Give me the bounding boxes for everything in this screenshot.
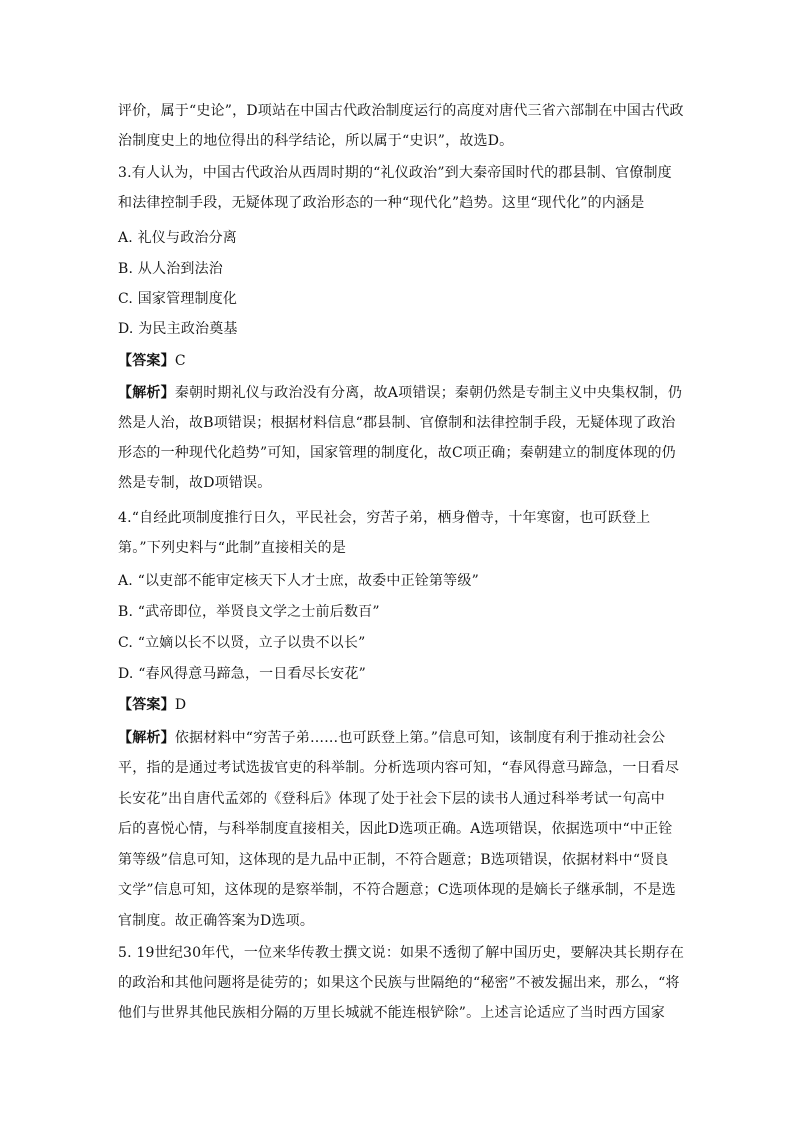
question-4-stem: 第。”下列史料与“此制”直接相关的是 [118,540,347,556]
question-4-option-b: B. “武帝即位，举贤良文学之士前后数百” [118,604,380,620]
analysis-text: 依据材料中“穷苦子弟……也可跃登上第。”信息可知，该制度有利于推动社会公 [174,730,666,746]
answer-value: C [174,353,186,369]
question-4-analysis: 平，指的是通过考试选拔官吏的科举制。分析选项内容可知，“春风得意马蹄急，一日看尽 [118,760,680,776]
analysis-text: 秦朝时期礼仪与政治没有分离，故A项错误；秦朝仍然是专制主义中央集权制，仍 [174,385,683,401]
analysis-label: 【解析】 [118,730,175,746]
question-4-option-d: D. “春风得意马蹄急，一日看尽长安花” [118,666,366,682]
question-3-option-b: B. 从人治到法治 [118,261,223,277]
paragraph-line: 评价，属于“史论”，D项站在中国古代政治制度运行的高度对唐代三省六部制在中国古代政 [118,103,684,119]
question-5-stem: 他们与世界其他民族相分隔的万里长城就不能连根铲除”。上述言论适应了当时西方国家 [118,1005,665,1021]
question-3-answer [118,351,688,371]
analysis-label: 【解析】 [118,385,175,401]
question-4-analysis: 官制度。故正确答案为D选项。 [118,913,315,929]
question-3-option-a: A. 礼仪与政治分离 [118,230,238,246]
question-4-analysis: 文学”信息可知，这体现的是察举制，不符合题意；C选项体现的是嫡长子继承制，不是选 [118,882,676,898]
question-3-option-c: C. 国家管理制度化 [118,291,238,307]
question-3-analysis: 然是人治，故B项错误；根据材料信息“郡县制、官僚制和法律控制手段，无疑体现了政治 [118,415,676,431]
question-3-analysis [118,383,688,403]
question-4-option-c: C. “立嫡以长不以贤，立子以贵不以长” [118,635,366,651]
question-4-analysis: 后的喜悦心情，与科举制度直接相关，因此D选项正确。A选项错误，依据选项中“中正铨 [118,821,673,837]
answer-label: 【答案】 [118,353,175,369]
question-4-stem: 4.“自经此项制度推行日久，平民社会，穷苦子弟，栖身僧寺，十年寒窗，也可跃登上 [118,510,651,526]
question-3-stem: 和法律控制手段，无疑体现了政治形态的一种“现代化”趋势。这里“现代化”的内涵是 [118,195,645,211]
question-4-option-a: A. “以吏部不能审定核天下人才士庶，故委中正铨第等级” [118,573,479,589]
answer-value: D [174,697,187,713]
question-4-analysis: 第等级”信息可知，这体现的是九品中正制，不符合题意；B选项错误，依据材料中“贤良 [118,852,669,868]
question-5-stem: 5. 19世纪30年代，一位来华传教士撰文说：如果不透彻了解中国历史，要解决其长期存在 [118,945,685,961]
paragraph-line: 治制度史上的地位得出的科学结论，所以属于“史识”，故选D。 [118,133,514,149]
question-3-option-d: D. 为民主政治奠基 [118,321,238,337]
question-3-analysis: 然是专制，故D项错误。 [118,475,272,491]
question-3-analysis: 形态的一种现代化趋势”可知，国家管理的制度化，故C项正确；秦朝建立的制度体现的仍 [118,445,676,461]
question-4-analysis: 长安花”出自唐代孟郊的《登科后》体现了处于社会下层的读书人通过科举考试一句高中 [118,791,665,807]
question-4-answer [118,695,688,715]
question-5-stem: 的政治和其他问题将是徒劳的；如果这个民族与世隔绝的“秘密”不被发掘出来，那么，“将 [118,975,680,991]
question-3-stem: 3.有人认为，中国古代政治从西周时期的“礼仪政治”到大秦帝国时代的郡县制、官僚制度 [118,165,672,181]
question-4-analysis [118,728,688,748]
answer-label: 【答案】 [118,697,175,713]
